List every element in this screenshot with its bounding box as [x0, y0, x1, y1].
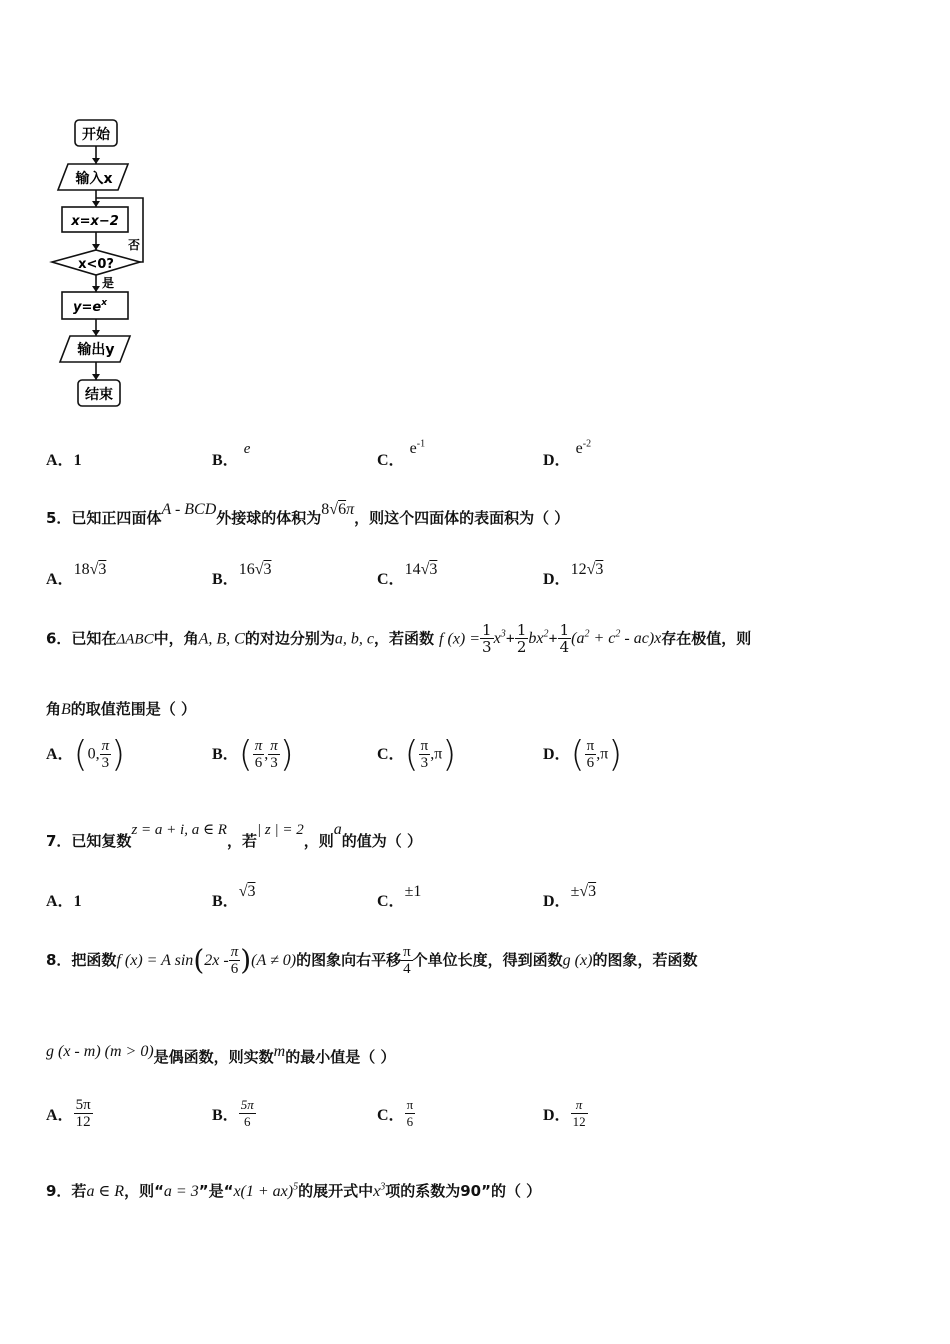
q6-stem: 6．已知在ΔABC中，角A, B, C的对边分别为a, b, c，若函数 f (x) = $\frac{1}{3}$ $x^3+$ $\frac{1}{2}$ $bx^2+$ $\frac{1}{4}$ $(a^2 + c^2 - ac)x$存在极值，则	[46, 621, 752, 657]
q7-option-c: C．±1	[377, 883, 422, 910]
flow-end: 结束	[85, 387, 113, 403]
flow-input: 输入x	[75, 171, 113, 187]
q5-option-c: C．14√3	[377, 561, 438, 588]
flow-no: 否	[128, 238, 141, 252]
q7-stem: 7．已知复数z = a + i, a ∈ R，若| z | = 2，则a的值为（ ）	[46, 821, 422, 850]
q4-option-d: D． $e^{-2}$	[543, 438, 592, 469]
q8-option-c: C． $\frac{\pi}{6}$	[377, 1097, 414, 1129]
flow-assign: x=x−2	[71, 214, 119, 229]
flow-output: 输出y	[77, 342, 115, 358]
q9-stem: 9．若a ∈ R，则“a = 3”是“x(1 + ax)$^5$的展开式中$x^3$项的系数为90”的（ ）	[46, 1181, 542, 1200]
q6-option-c: C．( $\frac{\pi}{3}$ ,π)	[377, 734, 457, 775]
flow-yes: 是	[102, 276, 115, 290]
q8-option-a: A． $\frac{5\pi}{12}$	[46, 1097, 91, 1130]
q8-stem: 8．把函数f (x) = A sin(2x - $\frac{\pi}{6}$ )(A ≠ 0)的图象向右平移 $\frac{\pi}{4}$ 个单位长度，得到函数g (x)的图象，若函数	[46, 943, 698, 977]
q8-option-d: D． $\frac{\pi}{12}$	[543, 1097, 586, 1129]
q4-option-b: B． e	[212, 441, 251, 469]
q7-option-d: D．±√3	[543, 883, 597, 910]
flow-y-assign: $y=e^x$	[73, 298, 107, 315]
q6-option-b: B．( $\frac{\pi}{6}$ , $\frac{\pi}{3}$ )	[212, 734, 294, 775]
q4-option-a: A．1	[46, 452, 82, 469]
q5-stem: 5．已知正四面体A - BCD外接球的体积为8√6π，则这个四面体的表面积为（ ）	[46, 501, 570, 527]
q7-option-b: B．√3	[212, 883, 256, 910]
q6-stem-line2: 角B的取值范围是（ ）	[46, 700, 197, 718]
q4-option-c: C． $e^{-1}$	[377, 438, 426, 469]
flowchart	[40, 110, 170, 415]
q5-option-b: B．16√3	[212, 561, 272, 588]
q8-stem-line2: g (x - m) (m > 0)是偶函数，则实数m的最小值是（ ）	[46, 1043, 396, 1066]
q5-option-d: D．12√3	[543, 561, 604, 588]
q6-option-d: D．( $\frac{\pi}{6}$ ,π)	[543, 734, 623, 775]
q5-option-a: A．18√3	[46, 561, 107, 588]
q7-option-a: A．1	[46, 893, 82, 910]
q8-option-b: B． $\frac{5\pi}{6}$	[212, 1097, 254, 1129]
flow-cond: x<0?	[78, 257, 114, 272]
q6-option-a: A．(0, $\frac{\pi}{3}$ )	[46, 734, 126, 775]
flow-start: 开始	[82, 127, 110, 143]
